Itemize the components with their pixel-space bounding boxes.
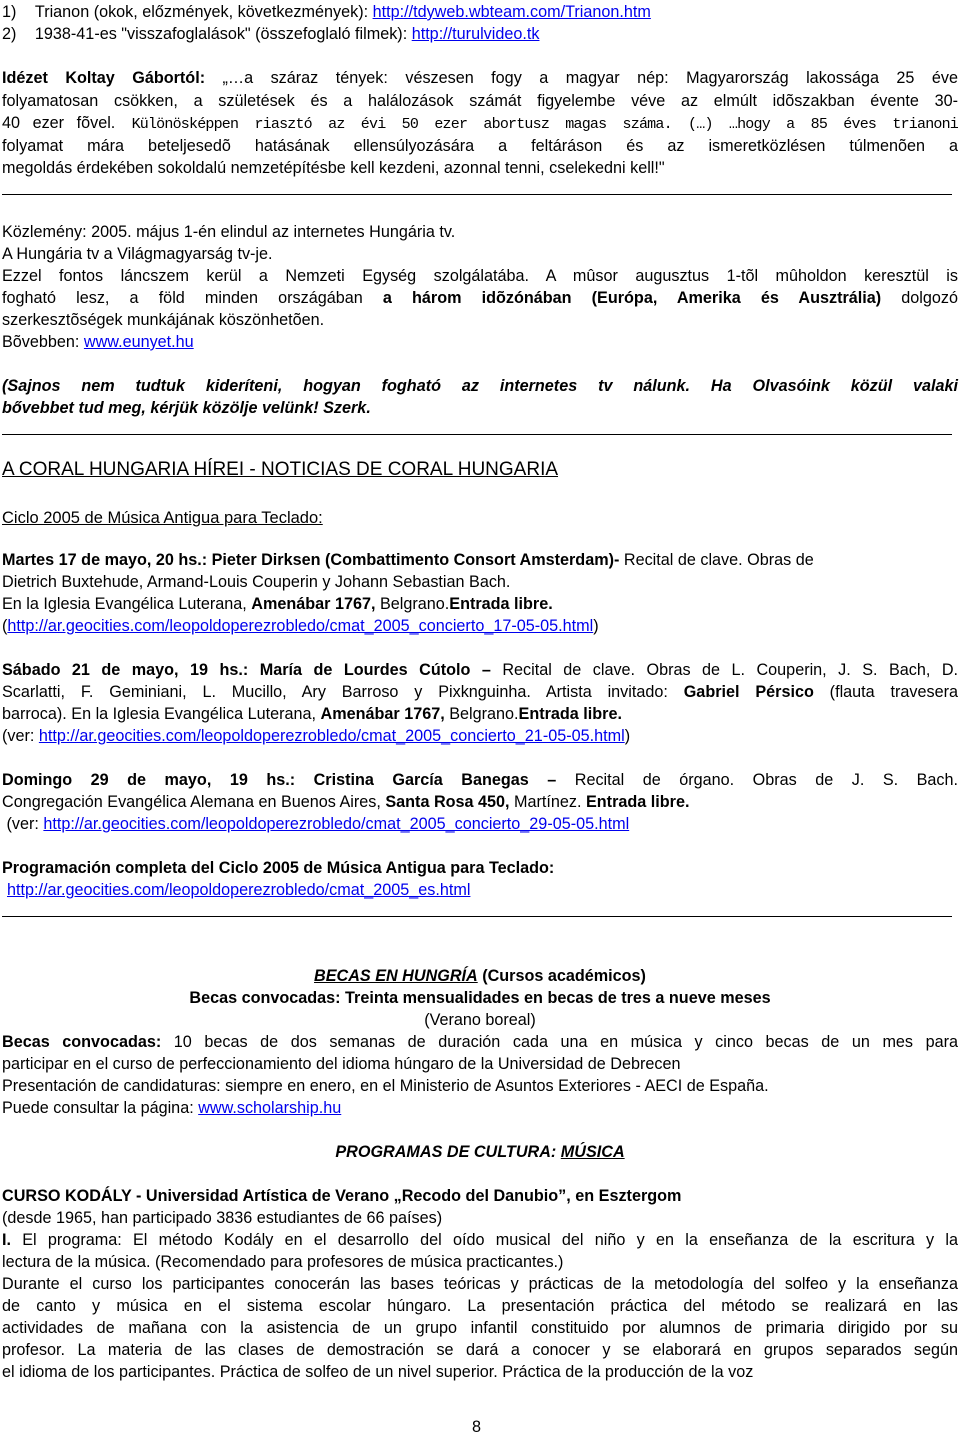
list-number: 1) — [2, 3, 17, 21]
concierto-17-link[interactable]: http://ar.geocities.com/leopoldoperezrobledo/cmat_2005_concierto_17-05-05.html — [7, 617, 594, 635]
divider — [2, 194, 952, 195]
becas-title: BECAS EN HUNGRÍA (Cursos académicos) — [314, 967, 646, 985]
event-line: En la Iglesia Evangélica Luterana, Amenábar 1767, Belgrano.Entrada libre. — [2, 595, 553, 613]
divider — [2, 434, 952, 435]
programacion-title: Programación completa del Ciclo 2005 de Música Antigua para Teclado: — [2, 859, 555, 877]
scholarship-link[interactable]: www.scholarship.hu — [198, 1099, 342, 1117]
kozlemeny-line: fogható lesz, a föld minden országában a három idõzónában (Európa, Amerika és Ausztrália) dolgozó — [2, 289, 959, 307]
kozlemeny-line: Közlemény: 2005. május 1-én elindul az internetes Hungária tv. — [2, 223, 456, 241]
eunyet-link[interactable]: www.eunyet.hu — [83, 333, 194, 351]
turulvideo-link[interactable]: http://turulvideo.tk — [411, 25, 540, 43]
kozlemeny-line: szerkesztõségek munkájának köszönhetõen. — [2, 311, 325, 329]
koltay-quote-line: megoldás érdekében sokoldalú nemzetépítésbe kell kezdeni, azonnal tenni, cselekedni kell!" — [2, 159, 665, 177]
list-item-trianon — [2, 1, 651, 23]
concierto-21-link[interactable]: http://ar.geocities.com/leopoldoperezrobledo/cmat_2005_concierto_21-05-05.html — [38, 727, 625, 745]
koltay-quote-line: Idézet Koltay Gábortól: „…a száraz tények: vészesen fogy a magyar nép: Magyarország lakossága 25 éve — [2, 69, 958, 87]
page-number: 8 — [472, 1418, 482, 1436]
koltay-quote-line: folyamatosan csökken, a születések és a halálozások számát figyelembe véve az elmúlt idõszakban évente 30- — [2, 92, 958, 110]
list-number: 2) — [2, 25, 17, 43]
kodaly-line: actividades de mañana con la asistencia de un grupo infantil constituido por alumnos de primaria dirigido por su — [2, 1319, 958, 1337]
kodaly-line: profesor. La materia de las clases de demostración se dará a conocer y se elaborará en grupos separados según — [2, 1341, 958, 1359]
kodaly-line: el idioma de los participantes. Práctica de solfeo de un nivel superior. Práctica de la producción de la voz — [2, 1363, 754, 1381]
event-line: (ver: http://ar.geocities.com/leopoldoperezrobledo/cmat_2005_concierto_29-05-05.html — [2, 815, 630, 833]
becas-line: participar en el curso de perfeccionamiento del idioma húngaro de la Universidad de Debrecen — [2, 1055, 681, 1073]
editor-note: bővebbet tud meg, kérjük közölje velünk! Szerk. — [2, 399, 371, 417]
koltay-quote-line: 40 ezer fõvel. Különösképpen riasztó az évi 50 ezer abortusz magas száma. (…) …hogy a 85 éves trianoni — [2, 114, 958, 133]
divider — [2, 916, 952, 917]
concierto-29-link[interactable]: http://ar.geocities.com/leopoldoperezrobledo/cmat_2005_concierto_29-05-05.html — [43, 815, 630, 833]
cultura-title: PROGRAMAS DE CULTURA: MÚSICA — [335, 1143, 625, 1161]
list-text: 1938-41-es "visszafoglalások" (összefoglaló filmek): — [34, 25, 412, 43]
kodaly-since: (desde 1965, han participado 3836 estudiantes de 66 países) — [2, 1209, 443, 1227]
list-text: Trianon (okok, előzmények, következmények): — [34, 3, 373, 21]
editor-note: (Sajnos nem tudtuk kideríteni, hogyan fogható az internetes tv nálunk. Ha Olvasóink közül valaki — [2, 377, 958, 395]
event-line: Sábado 21 de mayo, 19 hs.: María de Lourdes Cútolo – Recital de clave. Obras de L. Couperin, J. S. Bach, D. — [2, 661, 959, 679]
ciclo-title: Ciclo 2005 de Música Antigua para Teclado: — [2, 509, 323, 527]
event-line: Congregación Evangélica Alemana en Buenos Aires, Santa Rosa 450, Martínez. Entrada libre. — [2, 793, 690, 811]
coral-heading: A CORAL HUNGARIA HÍREI - NOTICIAS DE CORAL HUNGARIA — [2, 459, 559, 480]
kodaly-line: lectura de la música. (Recomendado para profesores de música practicantes.) — [2, 1253, 564, 1271]
kodaly-line: de canto y música en el sistema escolar húngaro. La presentación práctica del método se realizará en las — [2, 1297, 958, 1315]
kozlemeny-line: Ezzel fontos láncszem kerül a Nemzeti Egység szolgálatába. A mûsor augusztus 1-tõl mûholdon keresztül is — [2, 267, 958, 285]
event-line: Domingo 29 de mayo, 19 hs.: Cristina García Banegas – Recital de órgano. Obras de J. S. Bach. — [2, 771, 959, 789]
becas-line: Puede consultar la página: www.scholarship.hu — [2, 1099, 342, 1117]
kozlemeny-line: A Hungária tv a Világmagyarság tv-je. — [2, 245, 273, 263]
event-line: Martes 17 de mayo, 20 hs.: Pieter Dirksen (Combattimento Consort Amsterdam)- Recital de clave. Obras de — [2, 551, 814, 569]
event-line: barroca). En la Iglesia Evangélica Luterana, Amenábar 1767, Belgrano.Entrada libre. — [2, 705, 622, 723]
programacion-link[interactable]: http://ar.geocities.com/leopoldoperezrobledo/cmat_2005_es.html — [7, 881, 471, 899]
programacion-line — [7, 879, 470, 901]
trianon-link[interactable]: http://tdyweb.wbteam.com/Trianon.htm — [372, 3, 651, 21]
kodaly-line: I. El programa: El método Kodály en el desarrollo del oído musical del niño y en la enseñanza de la escritura y la — [2, 1231, 958, 1249]
kodaly-line: Durante el curso los participantes conocerán las bases teóricas y prácticas de la metodología del solfeo y la enseñanza — [2, 1275, 958, 1293]
event-line: Scarlatti, F. Geminiani, L. Mucillo, Ary Barroso y Pixknguinha. Artista invitado: Gabriel Pérsico (flauta travesera — [2, 683, 958, 701]
event-line: (http://ar.geocities.com/leopoldoperezrobledo/cmat_2005_concierto_17-05-05.html) — [2, 617, 599, 635]
becas-line: Becas convocadas: 10 becas de dos semanas de duración cada una en música y cinco becas de un mes para — [2, 1033, 958, 1051]
kozlemeny-line: Bõvebben: www.eunyet.hu — [2, 333, 194, 351]
koltay-quote-line: folyamat mára beteljesedõ hatásának ellensúlyozására a feltáráson és az ismeretközlésen túlmenõen a — [2, 137, 958, 155]
list-item-visszafoglalasok — [2, 23, 539, 45]
event-line: (ver: http://ar.geocities.com/leopoldoperezrobledo/cmat_2005_concierto_21-05-05.html) — [2, 727, 631, 745]
event-line: Dietrich Buxtehude, Armand-Louis Couperin y Johann Sebastian Bach. — [2, 573, 511, 591]
kodaly-title: CURSO KODÁLY - Universidad Artística de Verano „Recodo del Danubio”, en Esztergom — [2, 1187, 682, 1205]
becas-subtitle: Becas convocadas: Treinta mensualidades en becas de tres a nueve meses — [189, 989, 771, 1007]
becas-line: Presentación de candidaturas: siempre en enero, en el Ministerio de Asuntos Exteriores - AECI de España. — [2, 1077, 769, 1095]
becas-season: (Verano boreal) — [424, 1011, 536, 1029]
